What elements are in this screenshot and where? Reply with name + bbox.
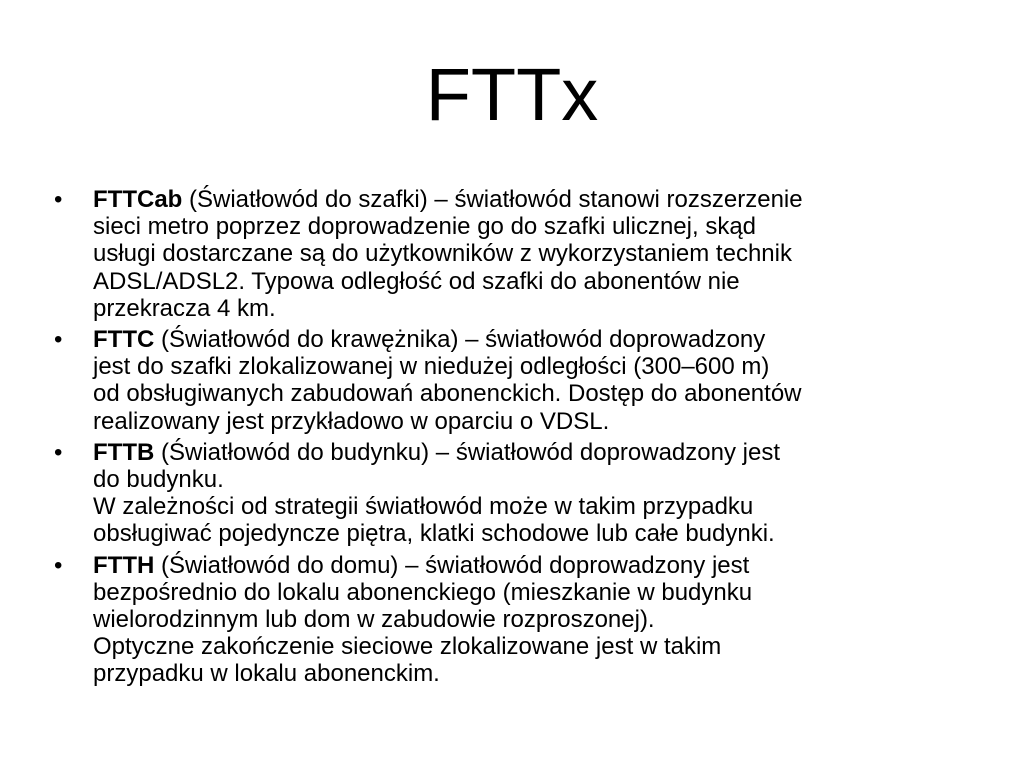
bullet-text-line: W zależności od strategii światłowód może w takim przypadku xyxy=(93,493,754,521)
bullet-text-line: od obsługiwanych zabudowań abonenckich. Dostęp do abonentów xyxy=(93,380,802,408)
bullet-text-line: jest do szafki zlokalizowanej w niedużej odległości (300–600 m) xyxy=(93,353,770,381)
bullet-text-line: (Światłowód do domu) – światłowód doprowadzony jest xyxy=(154,551,750,579)
bullet-dot-icon: • xyxy=(54,326,63,354)
bullet-dot-icon: • xyxy=(54,438,63,466)
bullet-text-line: (Światłowód do budynku) – światłowód doprowadzony jest xyxy=(154,438,780,466)
bullet-item-ftth xyxy=(54,552,954,688)
bullet-text-line: usługi dostarczane są do użytkowników z wykorzystaniem technik xyxy=(93,240,792,268)
bullet-text-line: Optyczne zakończenie sieciowe zlokalizowane jest w takim xyxy=(93,633,722,661)
bullet-list xyxy=(54,186,954,692)
term-ftth: FTTH xyxy=(93,551,155,579)
term-fttc: FTTC xyxy=(93,326,155,354)
bullet-text-line: przypadku w lokalu abonenckim. xyxy=(93,660,440,688)
bullet-item-fttb xyxy=(54,439,954,548)
bullet-text-line: (Światłowód do szafki) – światłowód stanowi rozszerzenie xyxy=(182,186,803,213)
bullet-text-line: ADSL/ADSL2. Typowa odległość od szafki do abonentów nie xyxy=(93,267,740,295)
bullet-text-line: obsługiwać pojedyncze piętra, klatki schodowe lub całe budynki. xyxy=(93,520,775,548)
bullet-text-line: przekracza 4 km. xyxy=(93,294,276,322)
bullet-item-fttc xyxy=(54,326,954,435)
bullet-text-line: (Światłowód do krawężnika) – światłowód doprowadzony xyxy=(154,326,766,354)
term-fttcab: FTTCab xyxy=(93,186,183,213)
slide-title: FTTx xyxy=(425,53,599,136)
bullet-dot-icon: • xyxy=(54,551,63,579)
bullet-dot-icon: • xyxy=(54,186,63,213)
bullet-text-line: realizowany jest przykładowo w oparciu o VDSL. xyxy=(93,407,610,435)
bullet-text-line: bezpośrednio do lokalu abonenckiego (mieszkanie w budynku xyxy=(93,578,753,606)
bullet-text-line: do budynku. xyxy=(93,466,224,494)
term-fttb: FTTB xyxy=(93,438,155,466)
bullet-text-line: sieci metro poprzez doprowadzenie go do szafki ulicznej, skąd xyxy=(93,213,757,241)
bullet-item-fttcab xyxy=(54,186,954,322)
bullet-text-line: wielorodzinnym lub dom w zabudowie rozproszonej). xyxy=(93,606,655,634)
